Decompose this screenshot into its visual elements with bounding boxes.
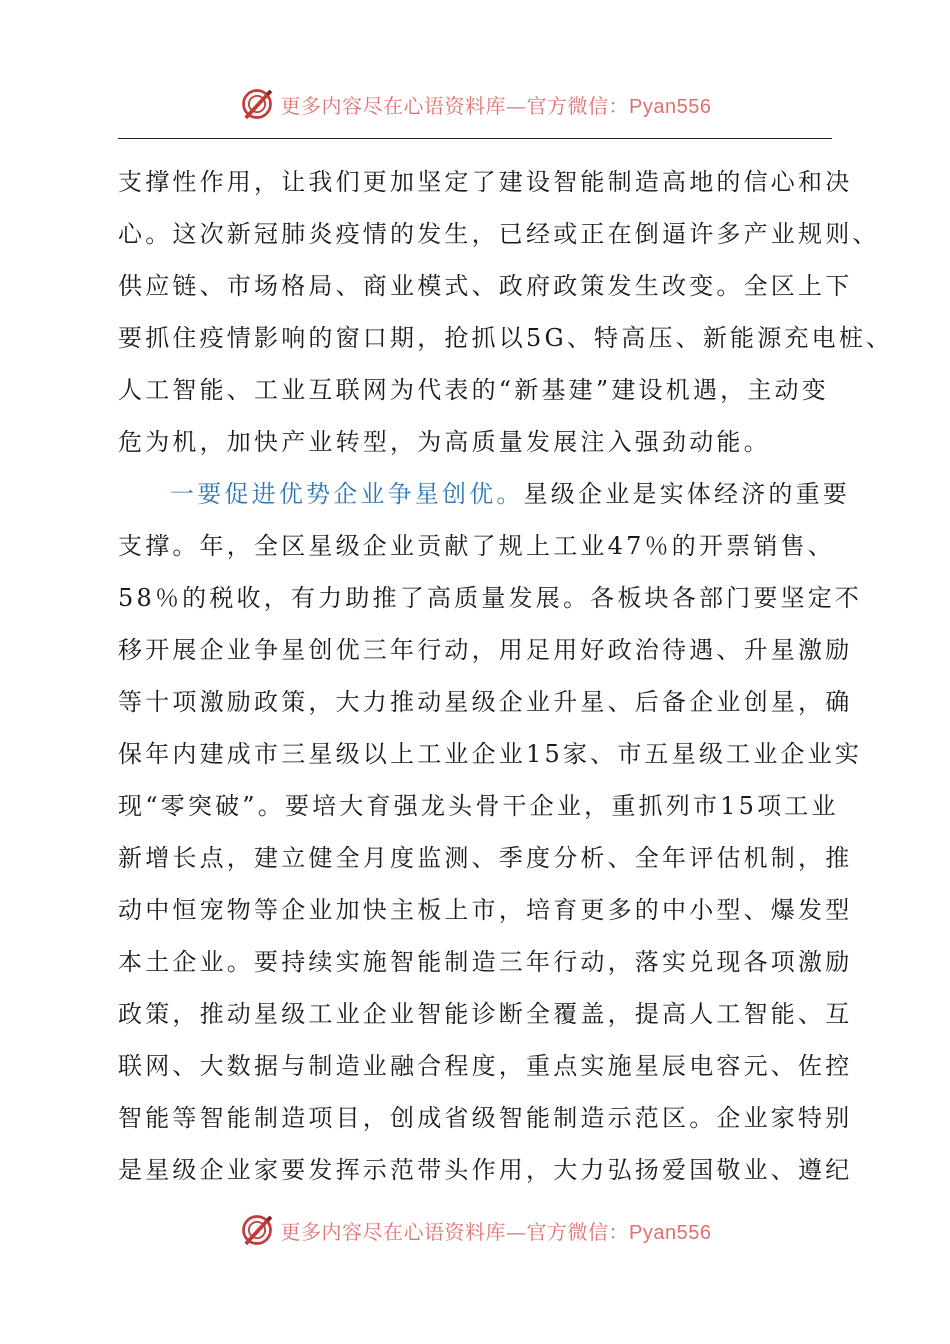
pen-circle-logo-icon <box>239 1212 275 1248</box>
text-line: 联网、大数据与制造业融合程度，重点实施星辰电容元、佐控 <box>118 1052 853 1080</box>
header-watermark-banner <box>0 84 950 124</box>
text-line: 政策，推动星级工业企业智能诊断全覆盖，提高人工智能、互 <box>118 1000 853 1028</box>
header-divider <box>118 138 832 139</box>
paragraph-2 <box>118 468 863 1196</box>
paragraph-1 <box>118 156 894 468</box>
document-body <box>118 156 894 1196</box>
text-line: 供应链、市场格局、商业模式、政府政策发生改变。全区上下 <box>118 272 853 300</box>
first-line-rest: 星级企业是实体经济的重要 <box>523 480 851 508</box>
watermark-text: 更多内容尽在心语资料库—官方微信：Pyan556 <box>280 93 712 118</box>
text-line: 保年内建成市三星级以上工业企业15家、市五星级工业企业实 <box>118 740 863 768</box>
text-line: 危为机，加快产业转型，为高质量发展注入强劲动能。 <box>118 428 771 456</box>
wechat-id: Pyan556 <box>629 1221 712 1244</box>
text-line: 58％的税收，有力助推了高质量发展。各板块各部门要坚定不 <box>118 584 863 612</box>
section-heading: 一要促进优势企业争星创优。 <box>170 480 524 508</box>
text-line: 支撑性作用，让我们更加坚定了建设智能制造高地的信心和决 <box>118 168 853 196</box>
text-line: 人工智能、工业互联网为代表的“新基建”建设机遇，主动变 <box>118 376 829 404</box>
text-line: 心。这次新冠肺炎疫情的发生，已经或正在倒逼许多产业规则、 <box>118 220 880 248</box>
watermark-text: 更多内容尽在心语资料库—官方微信：Pyan556 <box>280 1219 712 1244</box>
text-line: 智能等智能制造项目，创成省级智能制造示范区。企业家特别 <box>118 1104 853 1132</box>
text-line: 现“零突破”。要培大育强龙头骨干企业，重抓列市15项工业 <box>118 792 839 820</box>
text-line: 本土企业。要持续实施智能制造三年行动，落实兑现各项激励 <box>118 948 853 976</box>
text-line: 新增长点，建立健全月度监测、季度分析、全年评估机制，推 <box>118 844 853 872</box>
wechat-id: Pyan556 <box>629 95 712 118</box>
text-line: 要抓住疫情影响的窗口期，抢抓以5G、特高压、新能源充电桩、 <box>118 324 894 352</box>
text-line: 移开展企业争星创优三年行动，用足用好政治待遇、升星激励 <box>118 636 853 664</box>
text-line: 支撑。年，全区星级企业贡献了规上工业47％的开票销售、 <box>118 532 835 560</box>
pen-circle-logo-icon <box>239 86 275 122</box>
text-line: 是星级企业家要发挥示范带头作用，大力弘扬爱国敬业、遵纪 <box>118 1156 853 1184</box>
text-line: 等十项激励政策，大力推动星级企业升星、后备企业创星，确 <box>118 688 853 716</box>
text-line-first <box>118 468 851 520</box>
footer-watermark-banner <box>0 1210 950 1250</box>
text-line: 动中恒宠物等企业加快主板上市，培育更多的中小型、爆发型 <box>118 896 853 924</box>
